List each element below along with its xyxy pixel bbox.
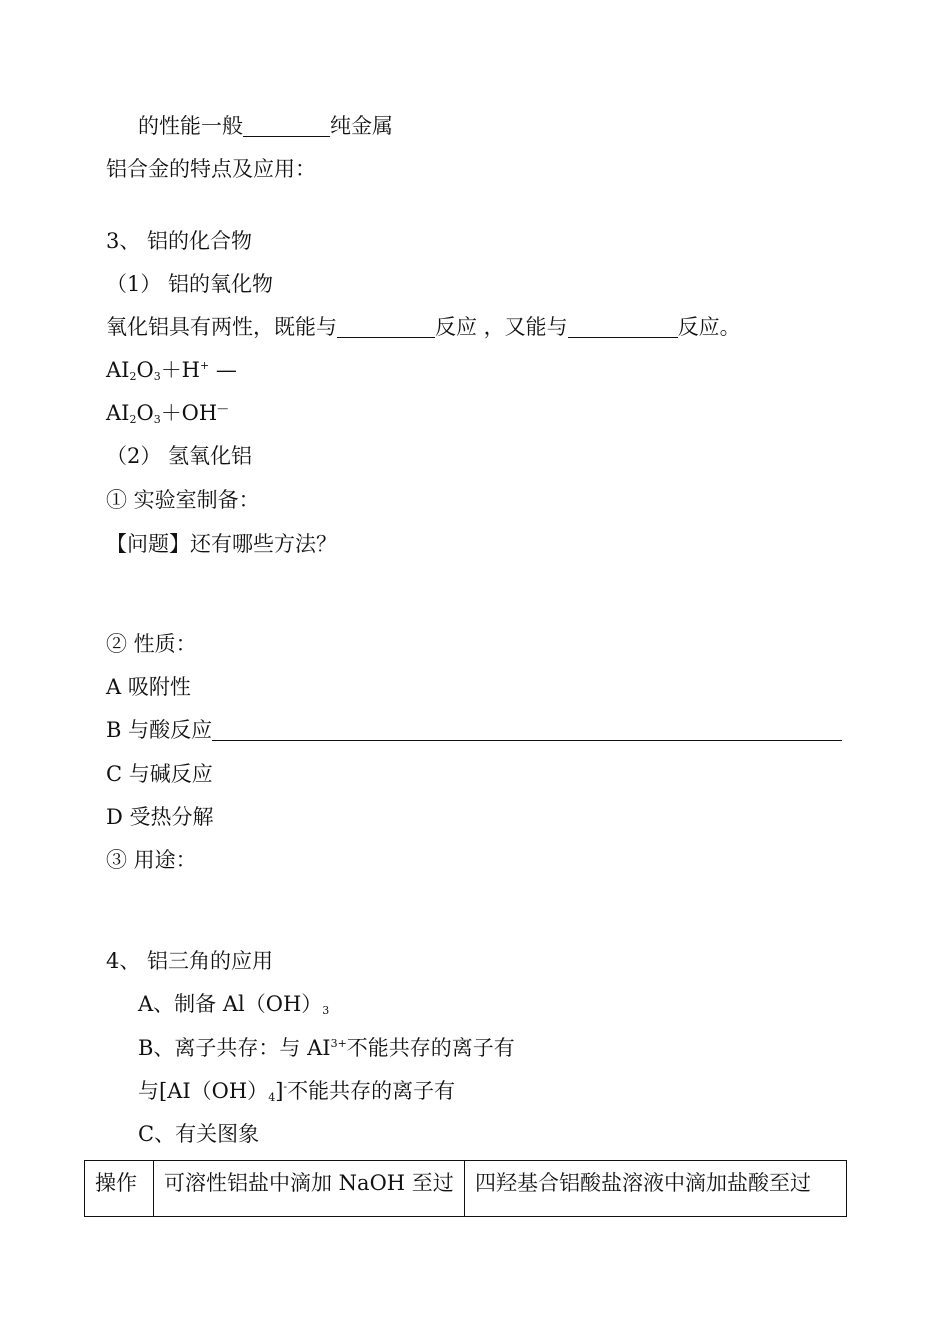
subscript: 3 [322, 1004, 330, 1017]
table-row [85, 1161, 847, 1217]
text: ＋OH [160, 401, 218, 425]
line-alloy-performance [138, 112, 393, 140]
fill-blank[interactable] [243, 116, 330, 137]
fill-blank[interactable] [568, 317, 678, 338]
subsection-oxide-heading: （1） 铝的氧化物 [106, 272, 274, 296]
table-cell-aluminum-salt: 可溶性铝盐中滴加 NaOH 至过 [154, 1161, 465, 1217]
item-ion-coexistence [138, 1034, 515, 1062]
text: AI [106, 401, 130, 425]
subscript: 3 [153, 413, 161, 426]
superscript: + [200, 359, 210, 372]
subsection-hydroxide-heading: （2） 氢氧化铝 [106, 444, 253, 468]
text: 反应 ，又能与 [435, 315, 568, 339]
section-4-heading: 4、 铝三角的应用 [106, 949, 274, 973]
text: — [209, 358, 237, 382]
text: O [136, 358, 154, 382]
line-amphoteric [106, 313, 741, 341]
subscript: 2 [129, 370, 137, 383]
text: 的性能一般 [138, 114, 243, 138]
property-decomposition: D 受热分解 [106, 805, 214, 829]
table-cell-aluminate: 四羟基合铝酸盐溶液中滴加盐酸至过 [465, 1161, 847, 1217]
fill-blank[interactable] [212, 720, 842, 741]
item-uses: ③ 用途： [106, 848, 197, 872]
equation-oxide-base [106, 399, 228, 427]
text: 反应。 [677, 315, 741, 339]
superscript: — [217, 402, 229, 415]
item-prepare-hydroxide [138, 990, 329, 1018]
text: B 与酸反应 [106, 718, 213, 742]
text: B、离子共存：与 AI [138, 1036, 331, 1060]
property-adsorption: A 吸附性 [106, 675, 191, 699]
subscript: 3 [153, 370, 161, 383]
line-alloy-features: 铝合金的特点及应用： [106, 157, 316, 181]
property-base-reaction: C 与碱反应 [106, 762, 213, 786]
section-3-heading: 3、 铝的化合物 [106, 229, 253, 253]
text: 纯金属 [330, 114, 393, 138]
property-acid-reaction [106, 716, 842, 744]
item-lab-preparation: ① 实验室制备： [106, 488, 260, 512]
subscript: 2 [129, 413, 137, 426]
table-cell-operation: 操作 [85, 1161, 154, 1217]
superscript: - [283, 1080, 288, 1093]
text: 氧化铝具有两性，既能与 [106, 315, 337, 339]
text: O [136, 401, 154, 425]
superscript: 3+ [330, 1037, 347, 1050]
text: ＋H [160, 358, 201, 382]
text: 不能共存的离子有 [346, 1036, 515, 1060]
question-other-methods: 【问题】还有哪些方法？ [106, 532, 337, 556]
operations-table [84, 1160, 847, 1217]
item-graphs: C、有关图象 [138, 1122, 260, 1146]
subscript: 4 [268, 1091, 276, 1104]
item-aluminate-coexistence [138, 1077, 455, 1105]
equation-oxide-acid [106, 356, 237, 384]
fill-blank[interactable] [337, 317, 435, 338]
text: A、制备 Al（OH） [138, 992, 323, 1016]
text: 不能共存的离子有 [287, 1079, 456, 1103]
text: AI [106, 358, 130, 382]
text: 与[AI（OH） [138, 1079, 269, 1103]
item-properties: ② 性质： [106, 632, 197, 656]
text: ] [275, 1079, 284, 1103]
